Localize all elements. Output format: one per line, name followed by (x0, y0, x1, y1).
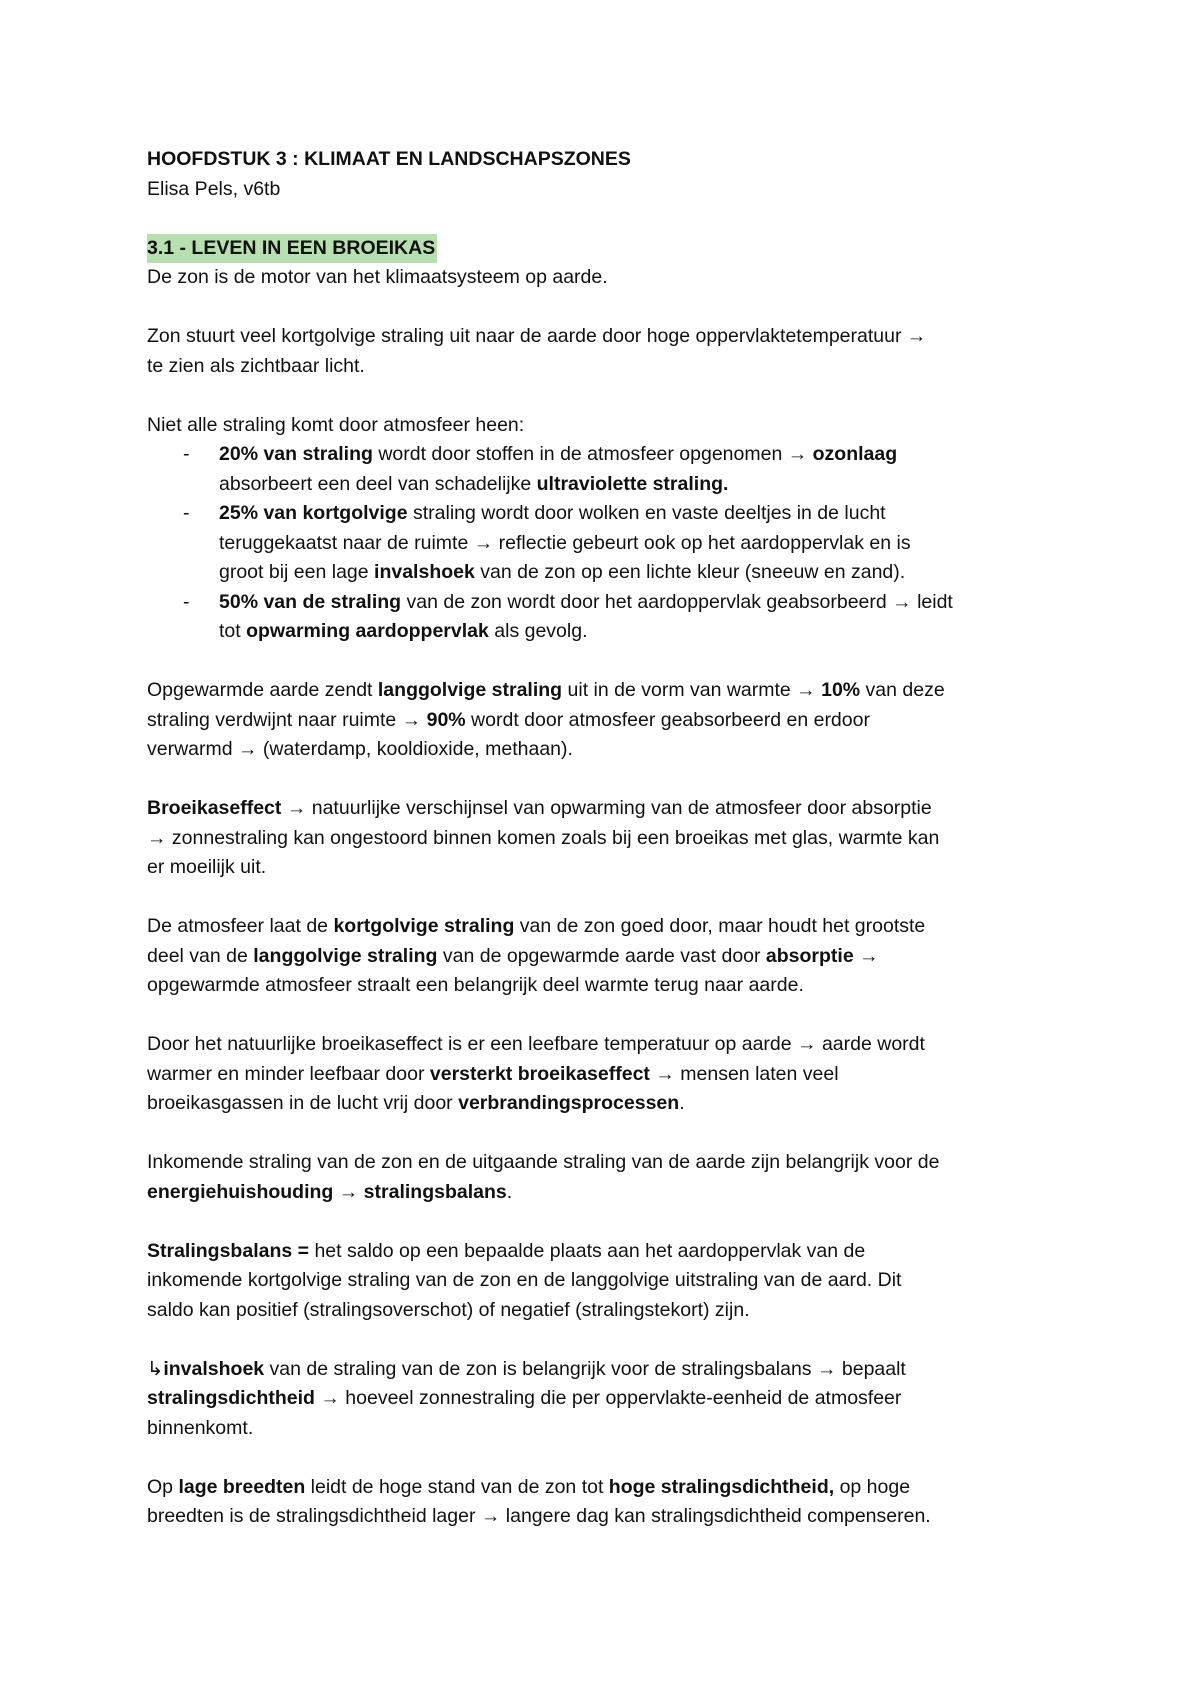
spacer (147, 765, 1077, 795)
list-dash: - (183, 590, 190, 613)
paragraph-stralingsbalans: Stralingsbalans = het saldo op een bepaalde plaats aan het aardoppervlak van de inkomende kortgolvige straling van de zon en de langgolvige uitstraling van de aard. Dit saldo kan positief (stralingsoverschot) of negatief (stralingstekort) zijn. (147, 1239, 902, 1321)
spacer (147, 204, 1077, 234)
paragraph-breedten: Op lage breedten leidt de hoge stand van de zon tot hoge stralingsdichtheid, op hoge breedten is de stralingsdichtheid lager → langere dag kan stralingsdichtheid compenseren. (147, 1475, 931, 1527)
spacer (147, 1119, 1077, 1149)
paragraph-atmosfeer: De atmosfeer laat de kortgolvige straling van de zon goed door, maar houdt het grootste deel van de langgolvige straling van de opgewarmde aarde vast door absorptie → opgewarmde atmosfeer straalt een belangrijk deel warmte terug naar aarde. (147, 915, 926, 996)
section-heading: 3.1 - LEVEN IN EEN BROEIKAS (147, 234, 437, 264)
spacer (147, 381, 1077, 411)
list-dash: - (183, 502, 190, 524)
paragraph-energiehuishouding: Inkomende straling van de zon en de uitgaande straling van de aarde zijn belangrijk voor de energiehuishouding → stralingsbalans. (147, 1151, 940, 1203)
spacer (147, 883, 1077, 913)
straling-list (147, 440, 1077, 647)
document-title: HOOFDSTUK 3 : KLIMAAT EN LANDSCHAPSZONES (147, 148, 631, 170)
list-intro: Niet alle straling komt door atmosfeer heen: (147, 413, 525, 436)
paragraph-intro: De zon is de motor van het klimaatsysteem op aarde. (147, 266, 608, 288)
spacer (147, 293, 1077, 323)
paragraph-langgolvig: Opgewarmde aarde zendt langgolvige straling uit in de vorm van warmte → 10% van deze straling verdwijnt naar ruimte → 90% wordt door atmosfeer geabsorbeerd en erdoor verwarmd → (waterdamp, kooldioxide, methaan). (147, 679, 945, 760)
list-item: - 50% van de straling van de zon wordt door het aardoppervlak geabsorbeerd → leidt tot opwarming aardoppervlak als gevolg. (147, 588, 1077, 647)
spacer (147, 647, 1077, 677)
list-dash: - (183, 443, 190, 465)
paragraph-zon: Zon stuurt veel kortgolvige straling uit naar de aarde door hoge oppervlaktetemperatuur → te zien als zichtbaar licht. (147, 325, 927, 377)
author-line: Elisa Pels, v6tb (147, 177, 281, 200)
spacer (147, 1207, 1077, 1237)
spacer (147, 1325, 1077, 1355)
list-item: - 20% van straling wordt door stoffen in de atmosfeer opgenomen → ozonlaag absorbeert een deel van schadelijke ultraviolette straling. (147, 440, 1077, 499)
spacer (147, 1001, 1077, 1031)
return-arrow-icon: ↳ (147, 1357, 164, 1380)
list-item: - 25% van kortgolvige straling wordt door wolken en vaste deeltjes in de lucht teruggekaatst naar de ruimte → reflectie gebeurt ook op het aardoppervlak en is groot bij een lage invalshoek van de zon op een lichte kleur (sneeuw en zand). (147, 499, 1077, 588)
paragraph-invalshoek: ↳invalshoek van de straling van de zon is belangrijk voor de stralingsbalans → bepaalt stralingsdichtheid → hoeveel zonnestraling die per oppervlakte-eenheid de atmosfeer binnenkomt. (147, 1357, 906, 1439)
document-body (147, 145, 1077, 1532)
paragraph-versterkt: Door het natuurlijke broeikaseffect is er een leefbare temperatuur op aarde → aarde wordt warmer en minder leefbaar door versterkt broeikaseffect → mensen laten veel broeikasgassen in de lucht vrij door verbrandingsprocessen. (147, 1033, 925, 1114)
paragraph-broeikaseffect: Broeikaseffect → natuurlijke verschijnsel van opwarming van de atmosfeer door absorptie → zonnestraling kan ongestoord binnen komen zoals bij een broeikas met glas, warmte kan er moeilijk uit. (147, 797, 940, 878)
spacer (147, 1443, 1077, 1473)
